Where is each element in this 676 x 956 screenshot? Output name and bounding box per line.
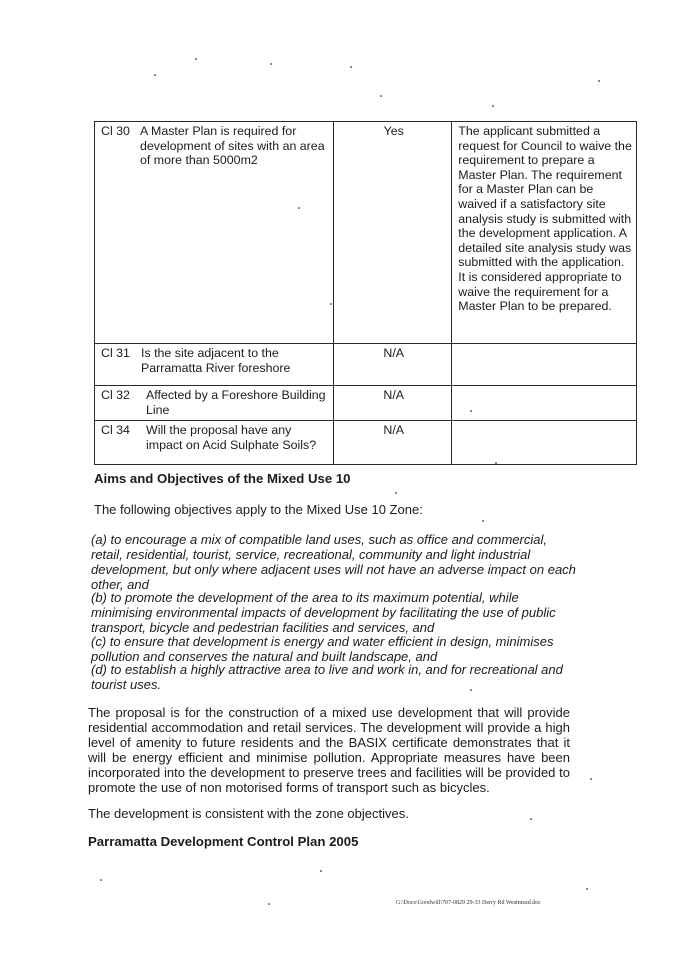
aims-intro: The following objectives apply to the Mixed Use 10 Zone:: [94, 502, 423, 517]
clause-text: Will the proposal have any impact on Acid Sulphate Soils?: [146, 423, 317, 452]
comment-cell: [452, 421, 637, 465]
clause-number: Cl 32: [101, 388, 130, 402]
table-row: [95, 122, 637, 344]
clause-number: Cl 30: [101, 124, 130, 138]
footer-file-path: G:\Docs\Goodwill\707-0829 29-33 Derry Rd Westmead.doc: [396, 900, 541, 906]
conclusion-paragraph: The development is consistent with the zone objectives.: [88, 806, 409, 821]
table-row: [95, 386, 637, 421]
clause-text: Affected by a Foreshore Building Line: [146, 388, 326, 417]
clause-text: Is the site adjacent to the Parramatta River foreshore: [141, 346, 291, 375]
proposal-paragraph: The proposal is for the construction of a mixed use development that will provide residential accommodation and retail services. The development will provide a high level of amenity to future residents and the BASIX certificate demonstrates that it will be energy efficient and minimise pollution. Appropriate measures have been incorporated into the development to preserve trees and facilities will be provided to promote the use of non motorised forms of transport such as bicycles.: [88, 705, 570, 795]
aims-heading: Aims and Objectives of the Mixed Use 10: [94, 471, 351, 486]
table-row: [95, 421, 637, 465]
comment-cell: [452, 344, 637, 386]
table-row: [95, 344, 637, 386]
clause-number: Cl 31: [101, 346, 130, 360]
objective-b: (b) to promote the development of the area to its maximum potential, while minimising environmental impacts of development by facilitating the use of public transport, bicycle and pedestrian facilities and services, and: [91, 590, 556, 635]
clause-cell: [95, 421, 334, 465]
objective-a: (a) to encourage a mix of compatible land uses, such as office and commercial, retail, residential, tourist, service, recreational, community and light industrial development, but only where adjacent uses will not have an adverse impact on each other, and: [91, 532, 576, 592]
objective-d: (d) to establish a highly attractive area to live and work in, and for recreational and tourist uses.: [91, 662, 563, 692]
comment-cell: The applicant submitted a request for Council to waive the requirement to prepare a Master Plan. The requirement for a Master Plan can be waived if a satisfactory site analysis study is submitted with the development application. A detailed site analysis study was submitted with the application. It is considered appropriate to waive the requirement for a Master Plan to be prepared.: [452, 122, 637, 344]
clause-cell: [95, 122, 334, 344]
dcp-heading: Parramatta Development Control Plan 2005: [88, 834, 359, 849]
compliance-table: [94, 121, 637, 465]
clause-cell: [95, 386, 334, 421]
comment-cell: [452, 386, 637, 421]
clause-text: A Master Plan is required for development of sites with an area of more than 5000m2: [140, 124, 325, 168]
compliance-cell: N/A: [334, 421, 452, 465]
compliance-cell: Yes: [334, 122, 452, 344]
compliance-cell: N/A: [334, 344, 452, 386]
objective-c: (c) to ensure that development is energy and water efficient in design, minimises pollution and conserves the natural and built landscape, and: [91, 634, 554, 664]
clause-number: Cl 34: [101, 423, 130, 438]
compliance-cell: N/A: [334, 386, 452, 421]
clause-cell: [95, 344, 334, 386]
